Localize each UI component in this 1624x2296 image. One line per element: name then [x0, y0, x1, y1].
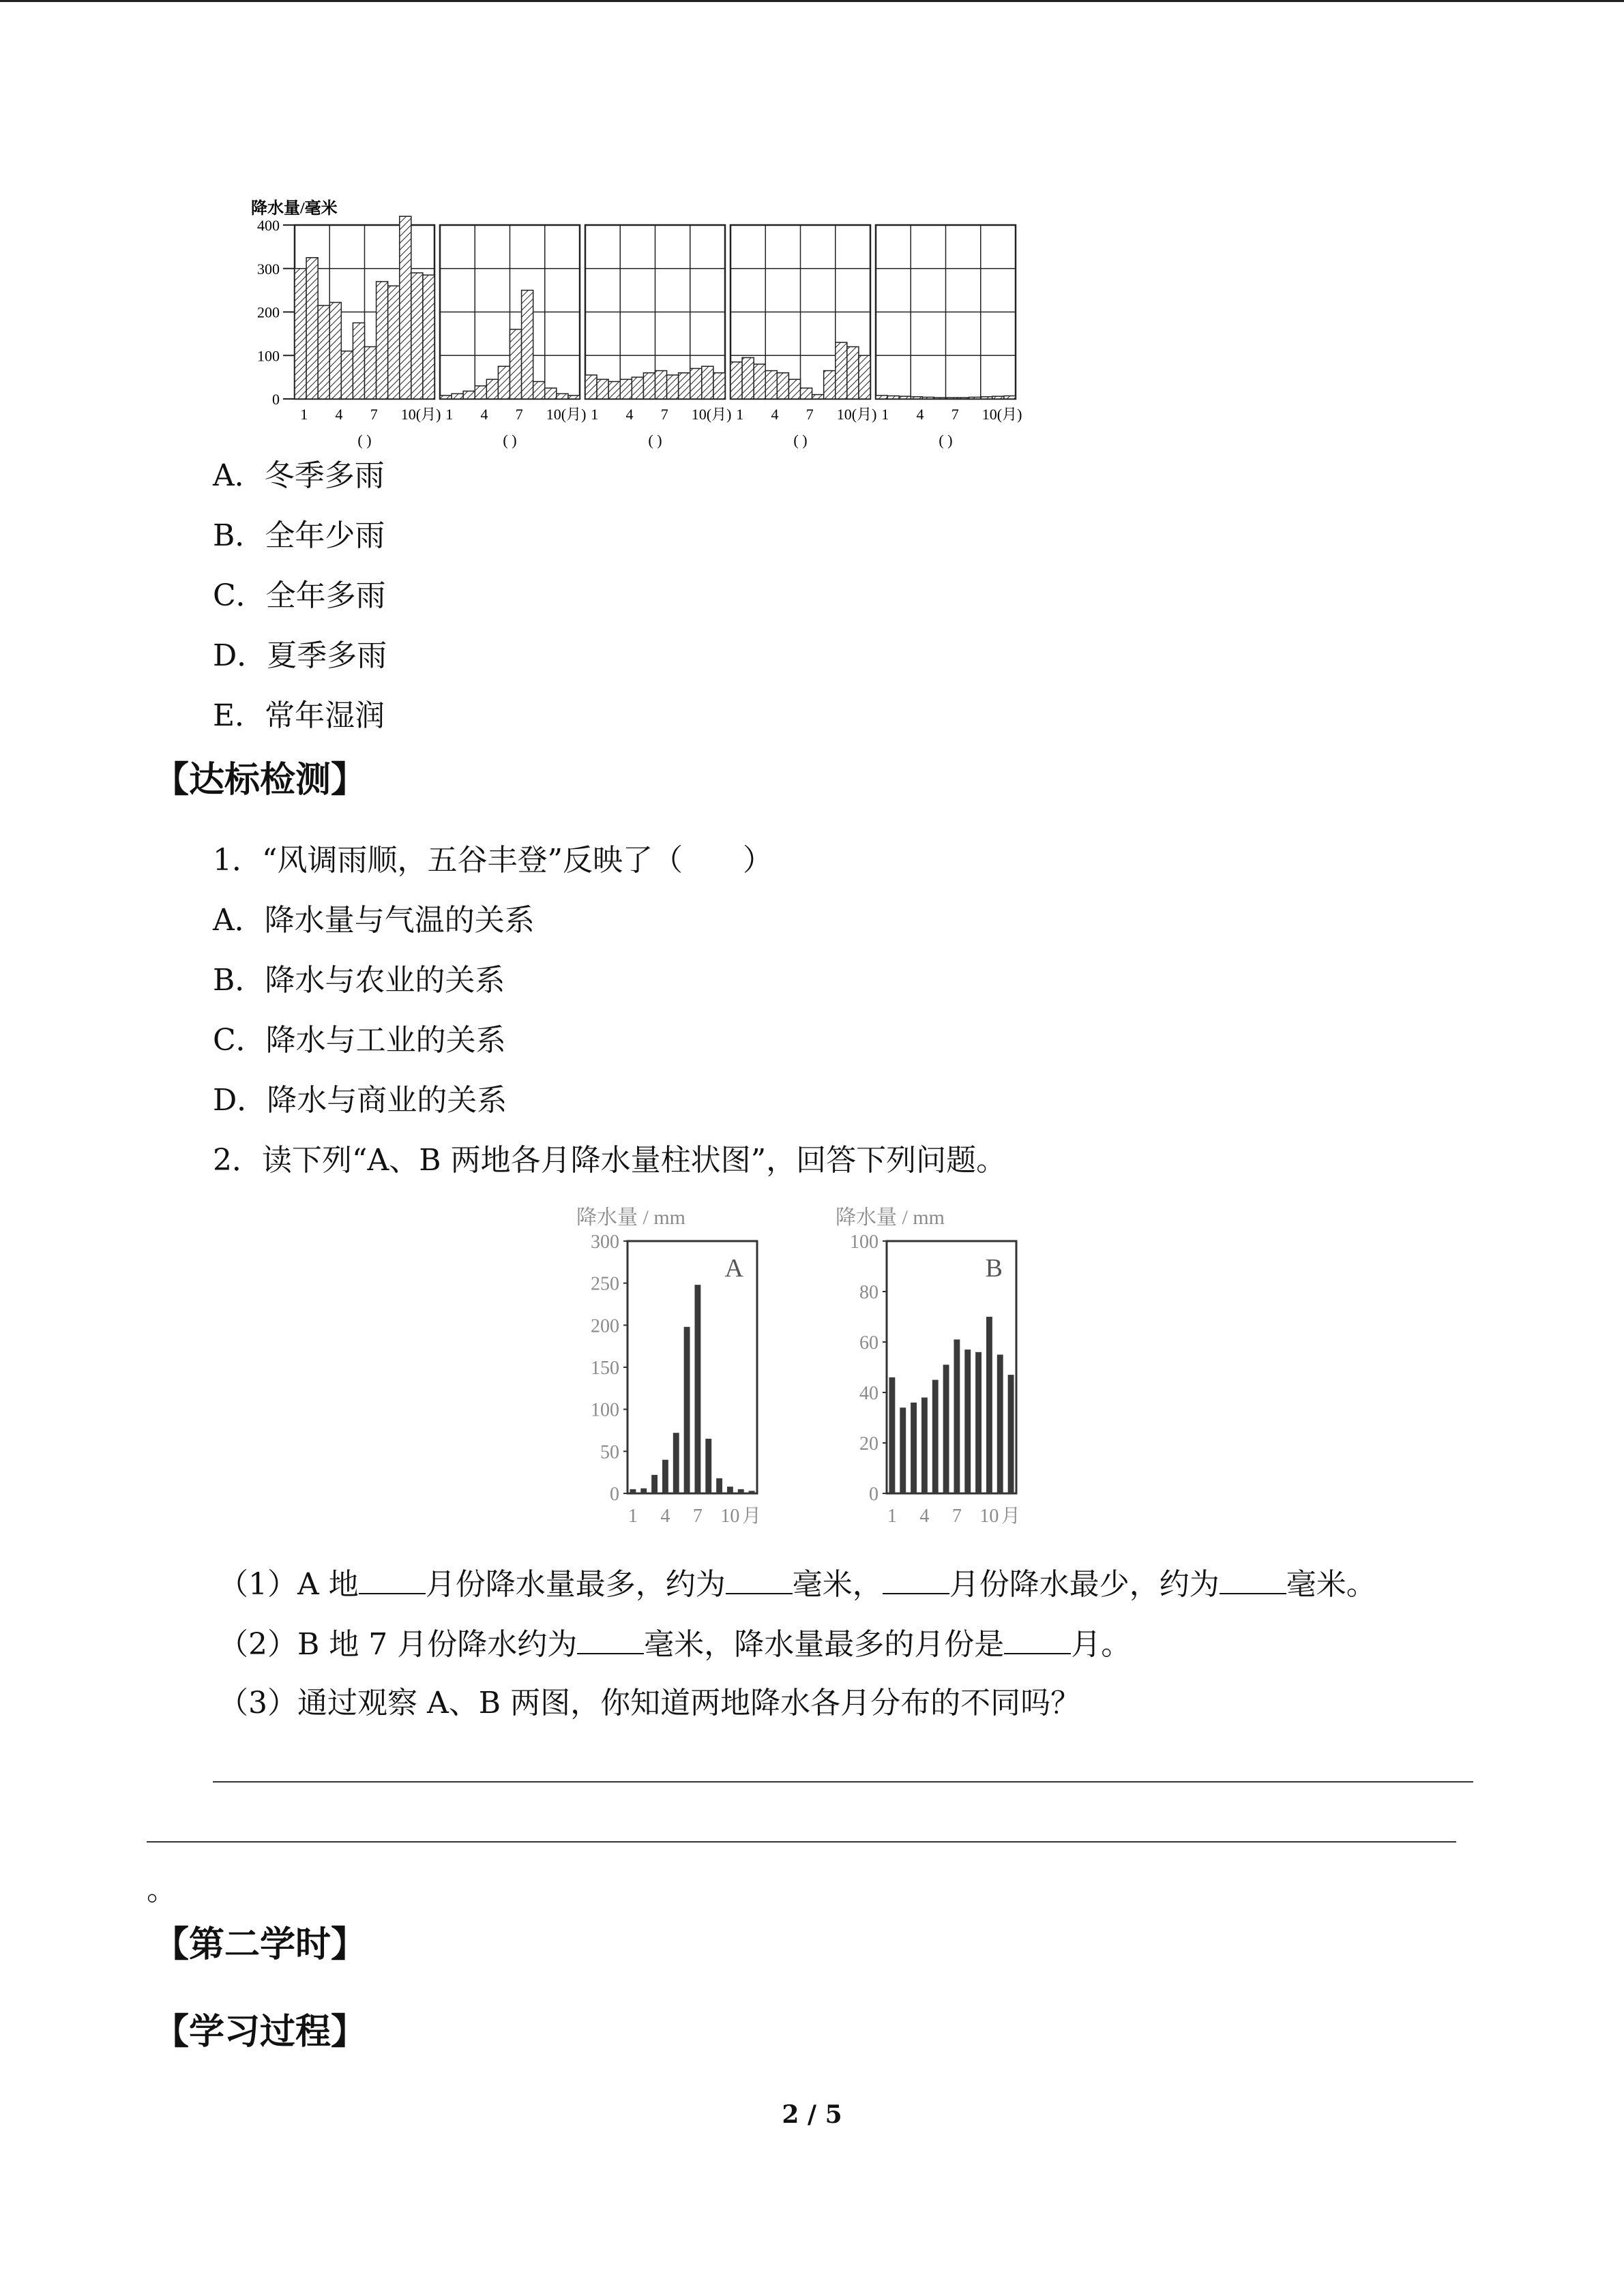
chart-b-ylabel: 降水量 / mm [836, 1206, 945, 1229]
q2-sub1-part2: 月份降水量最多，约为 [425, 1567, 726, 1602]
top-chart-ytick-label: 300 [257, 260, 280, 278]
q2-sub2 [218, 1623, 1131, 1665]
top-panel-bar [545, 388, 557, 399]
top-panel-bar [486, 379, 498, 399]
top-panel-bar [1004, 396, 1016, 399]
q1-stem: 1．“风调雨顺，五谷丰登”反映了（ ） [213, 843, 773, 878]
top-panel-caption: ( ) [357, 432, 372, 449]
top-panel-xtick-label: 1 [736, 406, 744, 423]
top-panel-bar [440, 396, 452, 399]
top-panel-bar [585, 375, 597, 399]
top-chart-ylabel: 降水量/毫米 [251, 200, 338, 218]
top-panel-xtick-label: 1 [300, 406, 308, 423]
q2-sub2-part1: （2）B 地 7 月份降水约为 [218, 1627, 578, 1662]
chart-b-bar [900, 1407, 906, 1493]
answer-blank-b-july[interactable] [577, 1623, 644, 1654]
chart-a-ytick-label: 0 [610, 1484, 619, 1505]
top-panel-bar [365, 347, 377, 400]
page-top-border [0, 0, 1624, 2]
top-panel-xtick-label: 7 [951, 406, 959, 423]
chart-a-bar [662, 1460, 668, 1493]
top-panel-bar [533, 382, 545, 400]
option-c [213, 576, 386, 616]
answer-blank-a-min-month[interactable] [883, 1563, 949, 1594]
top-panel-xtick-label: 10(月) [981, 406, 1022, 423]
top-panel-bar [899, 396, 911, 399]
chart-a-bar [640, 1489, 647, 1493]
top-panel-bar [992, 396, 1004, 399]
chart-b-bar [954, 1339, 960, 1493]
top-panel-bar [876, 396, 887, 399]
top-panel-bar [423, 275, 434, 399]
q1-option-a [213, 900, 535, 941]
q2-sub1-part3: 毫米， [792, 1567, 883, 1602]
top-panel-xtick-label: 10(月) [691, 406, 732, 423]
chart-b-ytick-label: 40 [859, 1383, 879, 1404]
option-b [213, 516, 385, 556]
chart-b-ytick-label: 0 [869, 1484, 879, 1505]
top-panel-bar [597, 379, 608, 399]
option-e-text: 常年湿润 [265, 698, 385, 733]
top-chart-ytick-label: 0 [272, 391, 280, 408]
chart-b-bar [1008, 1375, 1014, 1493]
top-panel-xtick-label: 1 [591, 406, 599, 423]
chart-b-ytick-label: 80 [859, 1282, 879, 1303]
chart-a-ytick-label: 100 [591, 1399, 619, 1421]
chart-b-bar [921, 1397, 928, 1493]
chart-b-bar [975, 1352, 981, 1493]
top-panel-caption: ( ) [648, 432, 662, 449]
chart-a-bar [749, 1491, 755, 1493]
top-panel-bar [836, 342, 847, 399]
top-panel-bar [329, 302, 341, 399]
q1-option-b-text: 降水与农业的关系 [265, 963, 505, 998]
chart-b-title: B [985, 1254, 1003, 1283]
q1-option-c-text: 降水与工业的关系 [265, 1023, 506, 1058]
top-panel-caption: ( ) [793, 432, 808, 449]
top-panel-bar [946, 398, 958, 399]
chart-a-bar [716, 1478, 722, 1493]
q1-option-b-letter: B． [213, 963, 265, 998]
chart-a-xtick-label: 1 [628, 1506, 638, 1527]
top-panel-xtick-label: 4 [625, 406, 634, 423]
answer-blank-a-max-value[interactable] [726, 1563, 793, 1594]
q2-sub1-part5: 毫米。 [1286, 1567, 1376, 1602]
option-d-letter: D． [213, 638, 267, 673]
answer-blank-a-min-value[interactable] [1220, 1563, 1286, 1594]
top-panel-xtick-label: 4 [916, 406, 924, 423]
top-panel-bar [475, 386, 486, 399]
top-panel-caption: ( ) [939, 432, 953, 449]
top-panel-xtick-label: 1 [445, 406, 454, 423]
answer-blank-a-max-month[interactable] [359, 1563, 426, 1594]
top-panel-bar [608, 382, 620, 400]
top-chart-ytick-label: 400 [257, 217, 280, 234]
q2-sub3: （3）通过观察 A、B 两图，你知道两地降水各月分布的不同吗？ [218, 1686, 1081, 1720]
top-panel-xtick-label: 10(月) [836, 406, 877, 423]
chart-b-xtick-label: 1 [887, 1506, 897, 1527]
top-panel-bar [702, 366, 713, 399]
top-panel-bar [388, 286, 400, 399]
chart-a-bar [694, 1285, 700, 1493]
option-a-letter: A． [213, 458, 265, 493]
chart-b-xtick-label: 7 [951, 1506, 962, 1527]
q2-sub1 [218, 1563, 1376, 1605]
top-panel-bar [377, 282, 388, 399]
top-panel-bar [498, 366, 510, 399]
q2-sub2-part2: 毫米，降水量最多的月份是 [644, 1627, 1005, 1662]
top-panel-bar [958, 398, 969, 399]
top-panel-bar [788, 379, 800, 399]
top-panel-bar [911, 397, 922, 399]
top-chart-ytick-label: 200 [257, 303, 280, 321]
option-a [213, 456, 385, 496]
top-panel-xtick-label: 7 [660, 406, 668, 423]
chart-b-ytick-label: 60 [859, 1332, 879, 1354]
top-panel-bar [934, 398, 945, 399]
chart-a-ytick-label: 200 [591, 1315, 619, 1337]
top-panel-bar [568, 396, 580, 399]
q1-option-d-letter: D． [213, 1083, 267, 1118]
q1-option-c-letter: C． [213, 1023, 266, 1058]
chart-b-xtick-label: 月 [1001, 1506, 1021, 1527]
q1-option-c [213, 1020, 506, 1061]
top-panel-xtick-label: 4 [480, 406, 488, 423]
chart-b-ytick-label: 20 [859, 1433, 879, 1455]
top-panel-bar [754, 364, 765, 399]
top-panel-bar [452, 393, 463, 399]
option-b-letter: B． [213, 518, 265, 553]
chart-a-ytick-label: 250 [591, 1273, 619, 1295]
q1-option-b [213, 960, 505, 1001]
top-panel-xtick-label: 4 [771, 406, 779, 423]
top-panel-bar [777, 373, 788, 399]
top-panel-bar [295, 269, 306, 399]
chart-a-bar [738, 1489, 744, 1493]
section-heading-learning-process: 【学习过程】 [153, 2012, 367, 2053]
chart-b-bar [986, 1317, 992, 1493]
option-d [213, 636, 387, 676]
chart-b-ytick-label: 100 [850, 1232, 879, 1253]
option-b-text: 全年少雨 [265, 518, 385, 553]
chart-a-bar [673, 1433, 679, 1493]
top-panel-xtick-label: 7 [806, 406, 814, 423]
top-panel-bar [411, 273, 423, 399]
chart-a-bar [727, 1487, 733, 1493]
top-panel-bar [922, 397, 934, 399]
chart-a-xtick-label: 月 [741, 1506, 762, 1527]
q1-option-a-text: 降水量与气温的关系 [264, 903, 535, 938]
chart-a-ylabel: 降水量 / mm [576, 1206, 686, 1229]
option-c-text: 全年多雨 [265, 578, 386, 613]
chart-a-precipitation [563, 1197, 808, 1548]
section-heading-check: 【达标检测】 [153, 760, 367, 801]
top-panel-xtick-label: 7 [515, 406, 523, 423]
top-panel-bar [969, 397, 981, 399]
q2-sub2-part3: 月。 [1071, 1627, 1132, 1662]
precipitation-panels-chart [246, 194, 1030, 457]
answer-line-2[interactable] [147, 1841, 1456, 1843]
chart-a-title: A [724, 1254, 743, 1283]
chart-b-bar [911, 1403, 917, 1493]
top-panel-bar [812, 395, 824, 399]
top-panel-bar [859, 355, 870, 399]
chart-b-bar [889, 1377, 895, 1493]
chart-b-bar [964, 1350, 971, 1493]
chart-b-bar [997, 1355, 1003, 1494]
chart-a-xtick-label: 7 [692, 1506, 703, 1527]
top-panel-bar [765, 371, 777, 399]
q2-stem: 2．读下列“A、B 两地各月降水量柱状图”，回答下列问题。 [213, 1143, 1007, 1178]
chart-a-bar [684, 1327, 690, 1493]
top-panel-caption: ( ) [503, 432, 517, 449]
q1-option-d [213, 1080, 507, 1121]
answer-blank-b-max-month[interactable] [1004, 1623, 1071, 1654]
top-panel-xtick-label: 7 [370, 406, 378, 423]
q1-option-d-text: 降水与商业的关系 [267, 1083, 507, 1118]
top-panel-bar [801, 388, 812, 399]
option-d-text: 夏季多雨 [267, 638, 387, 673]
chart-b-xtick-label: 4 [919, 1506, 930, 1527]
chart-b-xtick-label: 10 [979, 1506, 999, 1527]
q1-option-a-letter: A． [213, 903, 265, 938]
chart-a-ytick-label: 300 [591, 1232, 619, 1253]
top-panel-bar [463, 391, 475, 399]
top-panel-bar [632, 377, 643, 399]
chart-a-ytick-label: 150 [591, 1358, 619, 1379]
chart-a-ytick-label: 50 [600, 1442, 619, 1463]
option-e-letter: E． [213, 698, 265, 733]
top-panel-bar [557, 393, 568, 399]
chart-a-bar [651, 1475, 658, 1493]
top-panel-bar [887, 396, 899, 399]
top-panel-bar [522, 290, 533, 399]
top-panel-bar [981, 397, 992, 399]
top-panel-bar [400, 216, 411, 399]
chart-a-xtick-label: 10 [720, 1506, 740, 1527]
chart-a-bar [705, 1439, 711, 1493]
option-c-letter: C． [213, 578, 266, 613]
top-panel-bar [353, 323, 364, 399]
chart-b-bar [943, 1365, 949, 1493]
q2-sub1-part4: 月份降水最少，约为 [949, 1567, 1220, 1602]
top-panel-bar [713, 373, 725, 399]
q2-sub1-part1: （1）A 地 [218, 1567, 359, 1602]
top-panel-bar [306, 258, 318, 399]
top-panel-xtick-label: 1 [881, 406, 889, 423]
chart-a-bar [630, 1489, 636, 1493]
top-panel-bar [730, 362, 742, 399]
answer-line-1[interactable] [213, 1781, 1473, 1783]
top-panel-xtick-label: 10(月) [400, 406, 441, 423]
option-e [213, 696, 385, 736]
chart-a-xtick-label: 4 [660, 1506, 670, 1527]
top-panel-bar [341, 351, 353, 399]
chart-b-bar [932, 1380, 939, 1494]
top-panel-bar [667, 375, 679, 399]
top-panel-bar [510, 329, 522, 399]
chart-b-precipitation [822, 1197, 1067, 1548]
top-panel-bar [847, 347, 859, 400]
top-panel-bar [318, 305, 329, 399]
section-heading-second-period: 【第二学时】 [153, 1924, 367, 1965]
top-panel-bar [655, 371, 667, 399]
option-a-text: 冬季多雨 [264, 458, 385, 493]
top-panel-bar [824, 371, 836, 399]
top-chart-ytick-label: 100 [257, 347, 280, 365]
period-mark: 。 [147, 1873, 177, 1907]
top-panel-xtick-label: 10(月) [546, 406, 587, 423]
top-panel-bar [742, 357, 754, 399]
top-panel-xtick-label: 4 [335, 406, 343, 423]
top-panel-bar [679, 373, 690, 399]
top-panel-bar [620, 379, 632, 399]
page-number: 2 / 5 [782, 2100, 842, 2129]
top-panel-bar [643, 373, 655, 399]
top-panel-bar [690, 368, 702, 399]
